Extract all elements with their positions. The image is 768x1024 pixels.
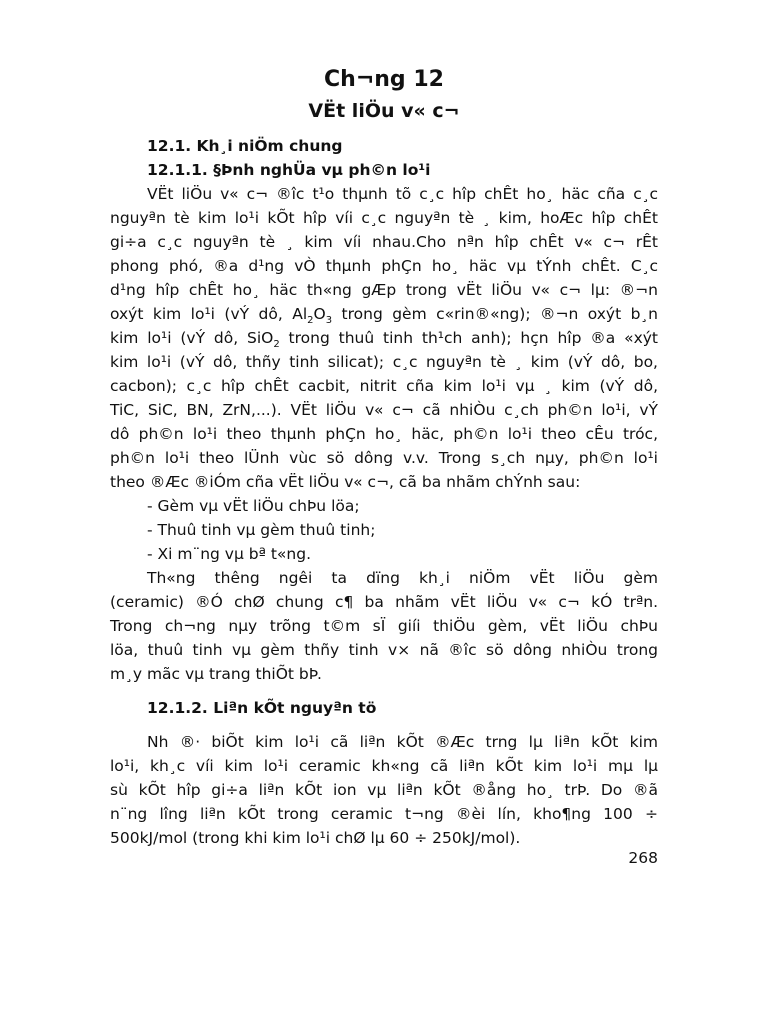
spacer [110, 686, 658, 696]
subscript: 2 [307, 315, 314, 327]
text-line: phong phó, ®a d¹ng vÒ thµnh phÇn ho¸ häc vµ tÝnh chÊt. C¸c [110, 257, 658, 275]
text-line: VËt liÖu v« c¬ ®îc t¹o thµnh tõ c¸c hîp chÊt ho¸ häc cña c¸c [147, 185, 658, 203]
text-line: Nh ®· biÕt kim lo¹i cã liªn kÕt ®Æc trng lµ liªn kÕt kim [147, 733, 658, 751]
text-line: kim lo¹i (vÝ dô, thñy tinh silicat); c¸c nguyªn tè ¸ kim (vÝ dô, bo, [110, 353, 658, 371]
text-line: nguyªn tè kim lo¹i kÕt hîp víi c¸c nguyªn tè ¸ kim, hoÆc hîp chÊt [110, 209, 658, 227]
text-line: 500kJ/mol (trong khi kim lo¹i chØ lµ 60 ÷ 250kJ/mol). [110, 829, 521, 847]
paragraph-definition [110, 182, 658, 494]
list-item: - Thuû tinh vµ gèm thuû tinh; [147, 521, 376, 539]
text-fragment: O [313, 305, 326, 323]
chapter-heading: Ch¬ng 12 [324, 67, 444, 92]
text-line: dô ph©n lo¹i theo thµnh phÇn ho¸ häc, ph©n lo¹i theo cÊu tróc, [110, 425, 658, 443]
list-item: - Gèm vµ vËt liÖu chÞu löa; [147, 497, 360, 515]
text-line-formula [110, 302, 658, 326]
page-content [110, 64, 658, 850]
text-line: n¨ng lîng liªn kÕt trong ceramic t¬ng ®èi lín, kho¶ng 100 ÷ [110, 805, 658, 823]
text-line: gi÷a c¸c nguyªn tè ¸ kim víi nhau.Cho nªn hîp chÊt v« c¬ rÊt [110, 233, 658, 251]
section-heading-12-1-1: 12.1.1. §Þnh nghÜa vµ ph©n lo¹i [147, 161, 431, 179]
text-line: d¹ng hîp chÊt ho¸ häc th«ng gÆp trong vËt liÖu v« c¬ lµ: ®¬n [110, 281, 658, 299]
spacer [110, 720, 658, 730]
section-heading-12-1-2: 12.1.2. Liªn kÕt nguyªn tö [147, 699, 377, 717]
text-line: löa, thuû tinh vµ gèm thñy tinh v× nã ®îc sö dông nhiÒu trong [110, 641, 658, 659]
page-number: 268 [628, 849, 658, 867]
text-line: TiC, SiC, BN, ZrN,...). VËt liÖu v« c¬ cã nhiÒu c¸ch ph©n lo¹i, vÝ [110, 401, 658, 419]
subscript: 2 [273, 339, 280, 351]
text-fragment: kim lo¹i (vÝ dô, SiO [110, 329, 274, 347]
text-fragment: trong thuû tinh th¹ch anh); hçn hîp ®a «xýt [279, 329, 658, 347]
text-fragment: trong gèm c«rin®«ng); ®¬n oxýt b¸n [332, 305, 658, 323]
text-line: lo¹i, kh¸c víi kim lo¹i ceramic kh«ng cã liªn kÕt kim lo¹i mµ lµ [110, 757, 658, 775]
text-line-formula [110, 326, 658, 350]
paragraph-bonding [110, 730, 658, 850]
text-line: m¸y mãc vµ trang thiÕt bÞ. [110, 665, 322, 683]
paragraph-ceramic [110, 566, 658, 686]
text-line: Trong ch¬ng nµy trõng t©m sÏ giíi thiÖu gèm, vËt liÖu chÞu [110, 617, 658, 635]
chapter-title: VËt liÖu v« c¬ [308, 100, 460, 122]
section-heading-12-1: 12.1. Kh¸i niÖm chung [147, 137, 343, 155]
text-line: Th«ng thêng ngêi ta dïng kh¸i niÖm vËt liÖu gèm [147, 569, 658, 587]
text-fragment: oxýt kim lo¹i (vÝ dô, Al [110, 305, 308, 323]
text-line: sù kÕt hîp gi÷a liªn kÕt ion vµ liªn kÕt ®ång ho¸ trÞ. Do ®ã [110, 781, 658, 799]
text-line: ph©n lo¹i theo lÜnh vùc sö dông v.v. Trong s¸ch nµy, ph©n lo¹i [110, 449, 658, 467]
subscript: 3 [325, 315, 333, 327]
text-line: (ceramic) ®Ó chØ chung c¶ ba nhãm vËt liÖu v« c¬ kÓ trªn. [110, 593, 658, 611]
text-line: theo ®Æc ®iÓm cña vËt liÖu v« c¬, cã ba nhãm chÝnh sau: [110, 473, 581, 491]
list-item: - Xi m¨ng vµ bª t«ng. [147, 545, 311, 563]
text-line: cacbon); c¸c hîp chÊt cacbit, nitrit cña kim lo¹i vµ ¸ kim (vÝ dô, [110, 377, 658, 395]
